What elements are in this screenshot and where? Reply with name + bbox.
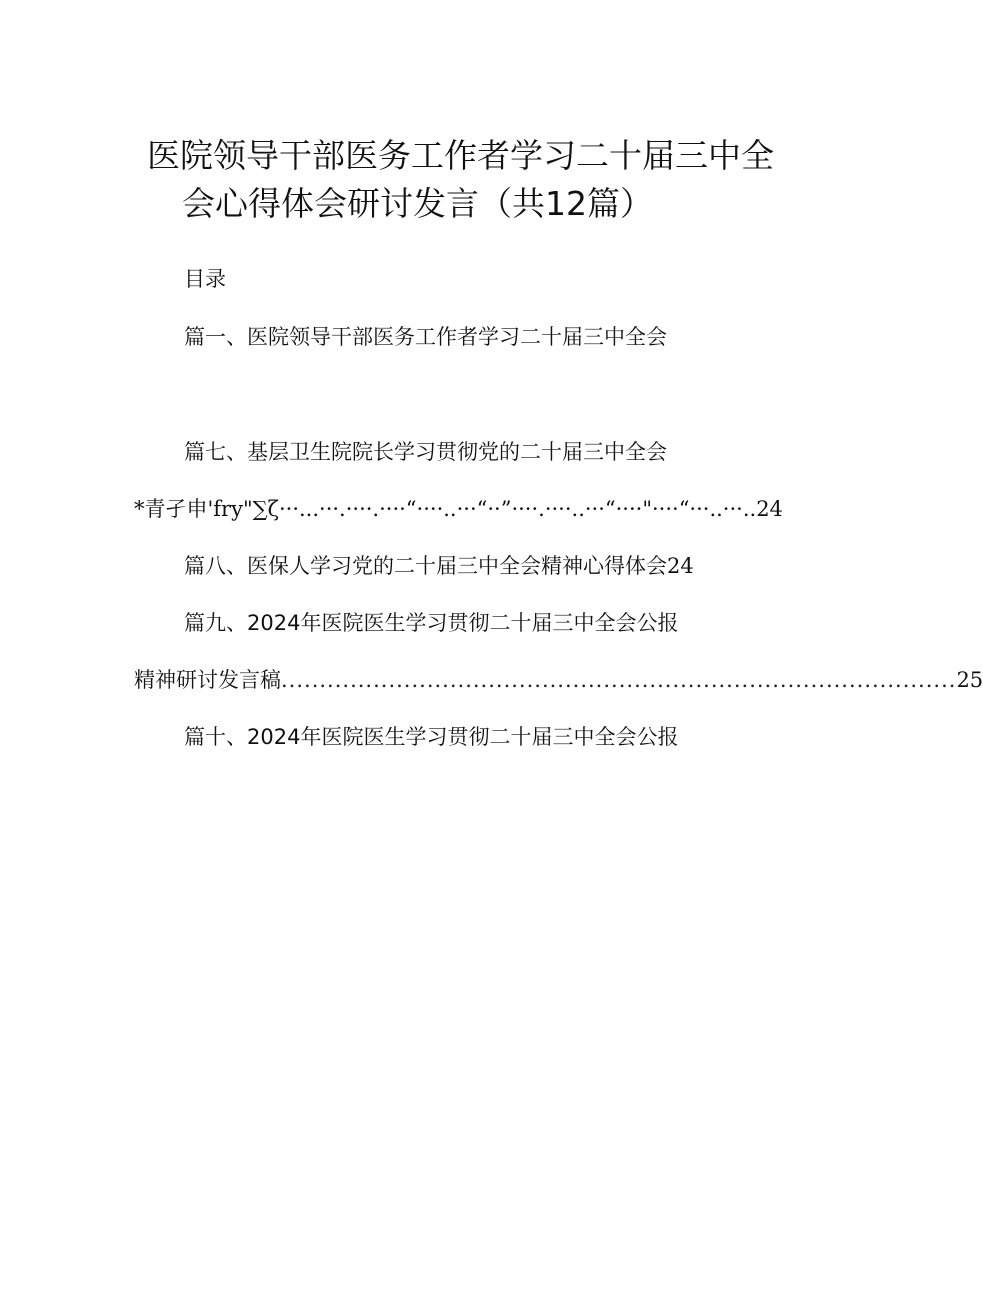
document-title-line-1: 医院领导干部医务工作者学习二十届三中全 <box>147 136 774 175</box>
toc-entry-text: 篇八、医保人学习党的二十届三中全会精神心得体会 <box>184 554 667 578</box>
toc-entry-text: 篇七、基层卫生院院长学习贯彻党的二十届三中全会 <box>184 440 667 464</box>
toc-entry-1[interactable] <box>184 322 667 352</box>
toc-page-number: 24 <box>667 554 694 578</box>
toc-entry-8[interactable] <box>184 551 694 581</box>
toc-entry-7-continuation[interactable] <box>134 494 783 524</box>
toc-entry-text: 精神研讨发言稿 <box>134 668 281 692</box>
toc-page-number: 25 <box>956 668 983 692</box>
toc-entry-text: 篇一、医院领导干部医务工作者学习二十届三中全会 <box>184 325 667 349</box>
toc-entry-text: 篇十、2024年医院医生学习贯彻二十届三中全会公报 <box>184 725 679 749</box>
toc-entry-text: 篇九、2024年医院医生学习贯彻二十届三中全会公报 <box>184 611 679 635</box>
toc-entry-9-continuation[interactable] <box>134 665 983 695</box>
toc-page-number: 24 <box>756 497 783 521</box>
toc-entry-10[interactable] <box>184 722 678 752</box>
toc-leader-dots: ........................................................................................ <box>281 668 957 692</box>
toc-entry-9[interactable] <box>184 608 678 638</box>
document-title-line-2: 会心得体会研讨发言（共12篇） <box>182 184 653 223</box>
toc-entry-7[interactable] <box>184 437 667 467</box>
toc-heading: 目录 <box>184 267 226 291</box>
toc-entry-text: *青孑申'fry"∑ζ···...···.····.····“····..···“··”····.····..···“····"····“···..···.. <box>134 497 757 521</box>
